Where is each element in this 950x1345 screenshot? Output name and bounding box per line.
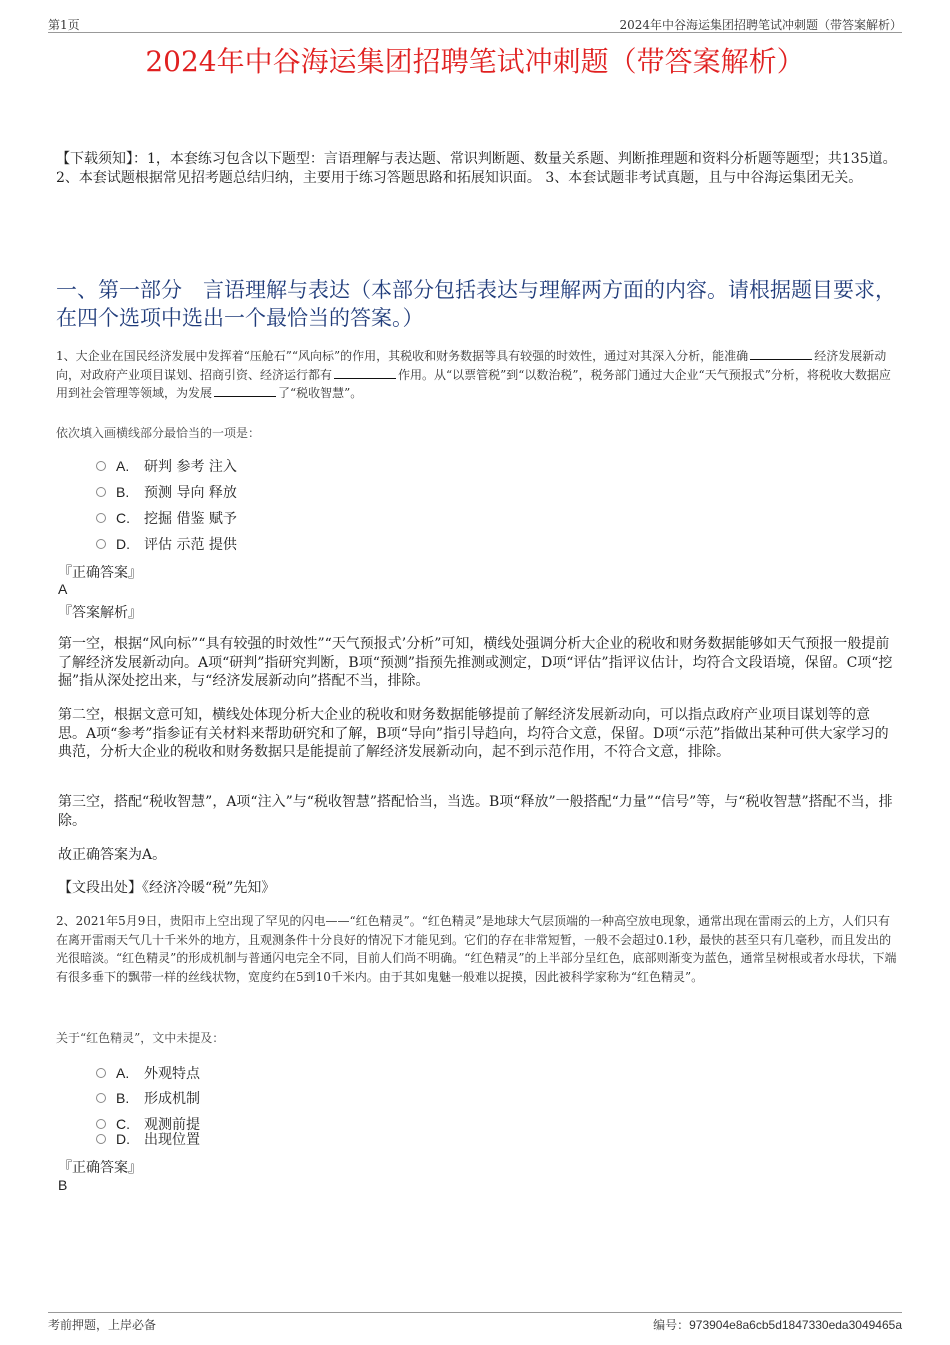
page-header bbox=[48, 14, 902, 33]
question-1-text bbox=[56, 347, 898, 403]
answer-blank-2 bbox=[334, 367, 396, 379]
analysis-paragraph: 第三空，搭配“税收智慧”，A项“注入”与“税收智慧”搭配恰当，当选。B项“释放”一般搭配“力量”“信号”等，与“税收智慧”搭配不当，排除。 bbox=[58, 794, 893, 829]
document-title: 2024年中谷海运集团招聘笔试冲刺题（带答案解析） bbox=[145, 45, 805, 78]
question-2-text: 2、2021年5月9日，贵阳市上空出现了罕见的闪电——“红色精灵”。“红色精灵”是地球大气层顶端的一种高空放电现象，通常出现在雷雨云的上方，人们只有在离开雷雨天气几十千米外的地方，且观测条件十分良好的情况下才能见到。它们的存在非常短暂，一般不会超过0.1秒，最快的甚至只有几毫秒，而且发出的光很暗淡。“红色精灵”的形成机制与普通闪电完全不同，目前人们尚不明确。“红色精灵”的上半部分呈红色，底部则渐变为蓝色，通常呈树根或者水母状，下端有很多垂下的飘带一样的丝线状物，宽度约在5到10千米内。由于其如鬼魅一般难以捉摸，因此被科学家称为“红色精灵”。 bbox=[56, 914, 897, 984]
question-1-analysis-label: 『答案解析』 bbox=[58, 605, 142, 621]
option-letter: B. bbox=[116, 484, 130, 500]
option-letter: C. bbox=[116, 1116, 130, 1132]
option-letter: C. bbox=[116, 510, 130, 526]
page-footer bbox=[48, 1312, 902, 1333]
radio-icon[interactable] bbox=[96, 461, 106, 471]
footer-code: 973904e8a6cb5d1847330eda3049465a bbox=[689, 1318, 902, 1332]
answer-blank-1 bbox=[750, 348, 812, 360]
header-doc-title: 2024年中谷海运集团招聘笔试冲刺题（带答案解析） bbox=[619, 18, 902, 32]
option-text: 研判 参考 注入 bbox=[144, 459, 237, 475]
option-letter: D. bbox=[116, 1131, 130, 1147]
option-text: 形成机制 bbox=[144, 1091, 200, 1107]
option-text: 预测 导向 释放 bbox=[144, 485, 237, 501]
option-text: 观测前提 bbox=[144, 1117, 200, 1133]
option-letter: A. bbox=[116, 458, 130, 474]
option-text: 外观特点 bbox=[144, 1066, 200, 1082]
question-2-answer: B bbox=[58, 1177, 68, 1193]
question-1-answer: A bbox=[58, 581, 68, 597]
page-number: 第1页 bbox=[48, 18, 80, 32]
analysis-conclusion: 故正确答案为A。 bbox=[58, 847, 167, 863]
option-text: 挖掘 借鉴 赋予 bbox=[144, 511, 237, 527]
question-1-text-part-c: 作用。从“以票管税”到“以数治税”，税务部门通过大企业“天气预报式”分析，将税收大数据应用到社会管理等领域，为发展 bbox=[56, 367, 891, 400]
question-1-source: 【文段出处】《经济冷暖“税”先知》 bbox=[58, 880, 276, 896]
option-text: 出现位置 bbox=[144, 1132, 200, 1148]
option-text: 评估 示范 提供 bbox=[144, 537, 237, 553]
question-2-option-b[interactable] bbox=[96, 1089, 200, 1108]
analysis-paragraph: 第二空，根据文意可知，横线处体现分析大企业的税收和财务数据能够提前了解经济发展新动向，可以指点政府产业项目谋划等的意思。A项“参考”指参证有关材料来帮助研究和了解，B项“导向”指引导趋向，均符合文意，保留。D项“示范”指做出某种可供大家学习的典范，分析大企业的税收和财务数据只是能提前了解经济发展新动向，起不到示范作用，不符合文意，排除。 bbox=[58, 707, 889, 760]
question-1-option-a[interactable] bbox=[96, 457, 237, 476]
question-2-prompt: 关于“红色精灵”，文中未提及： bbox=[56, 1031, 225, 1045]
analysis-paragraph: 第一空，根据“风向标”“具有较强的时效性”“天气预报式’分析”可知，横线处强调分析大企业的税收和财务数据能够如天气预报一般提前了解经济发展新动向。A项“研判”指研究判断，B项“预测”指预先推测或测定，D项“评估”指评议估计，均符合文段语境，保留。C项“挖掘”指从深处挖出来，与“经济发展新动向”搭配不当，排除。 bbox=[58, 636, 893, 689]
radio-icon[interactable] bbox=[96, 487, 106, 497]
radio-icon[interactable] bbox=[96, 1119, 106, 1129]
section-heading: 一、第一部分 言语理解与表达（本部分包括表达与理解两方面的内容。请根据题目要求，在四个选项中选出一个最恰当的答案。） bbox=[56, 278, 896, 330]
question-1-prompt: 依次填入画横线部分最恰当的一项是： bbox=[56, 426, 261, 440]
answer-blank-3 bbox=[214, 385, 276, 397]
question-1-text-part-a: 1、大企业在国民经济发展中发挥着“压舱石”“风向标”的作用，其税收和财务数据等具有较强的时效性，通过对其深入分析，能准确 bbox=[56, 349, 749, 363]
question-1-answer-label: 『正确答案』 bbox=[58, 565, 142, 581]
question-2-option-a[interactable] bbox=[96, 1064, 200, 1083]
radio-icon[interactable] bbox=[96, 1068, 106, 1078]
question-1-option-c[interactable] bbox=[96, 509, 237, 528]
option-letter: A. bbox=[116, 1065, 130, 1081]
question-1-text-part-b: 经济发展新动向，对政府产业项目谋划、招商引资、经济运行都有 bbox=[56, 349, 887, 382]
radio-icon[interactable] bbox=[96, 1093, 106, 1103]
option-letter: B. bbox=[116, 1090, 130, 1106]
radio-icon[interactable] bbox=[96, 1134, 106, 1144]
question-1-text-part-d: 了“税收智慧”。 bbox=[278, 386, 363, 400]
question-1-option-b[interactable] bbox=[96, 483, 237, 502]
footer-code-label: 编号： bbox=[653, 1318, 690, 1332]
radio-icon[interactable] bbox=[96, 539, 106, 549]
question-2-answer-label: 『正确答案』 bbox=[58, 1160, 142, 1176]
footer-slogan: 考前押题，上岸必备 bbox=[48, 1318, 157, 1332]
question-2-option-d[interactable] bbox=[96, 1130, 200, 1149]
download-notice: 【下载须知】：1，本套练习包含以下题型：言语理解与表达题、常识判断题、数量关系题、判断推理题和资料分析题等题型；共135道。 2、本套试题根据常见招考题总结归纳，主要用于练习答题思路和拓展知识面。 3、本套试题非考试真题，且与中谷海运集团无关。 bbox=[56, 151, 897, 186]
radio-icon[interactable] bbox=[96, 513, 106, 523]
option-letter: D. bbox=[116, 536, 130, 552]
footer-code-block bbox=[653, 1316, 902, 1333]
question-1-option-d[interactable] bbox=[96, 535, 237, 554]
